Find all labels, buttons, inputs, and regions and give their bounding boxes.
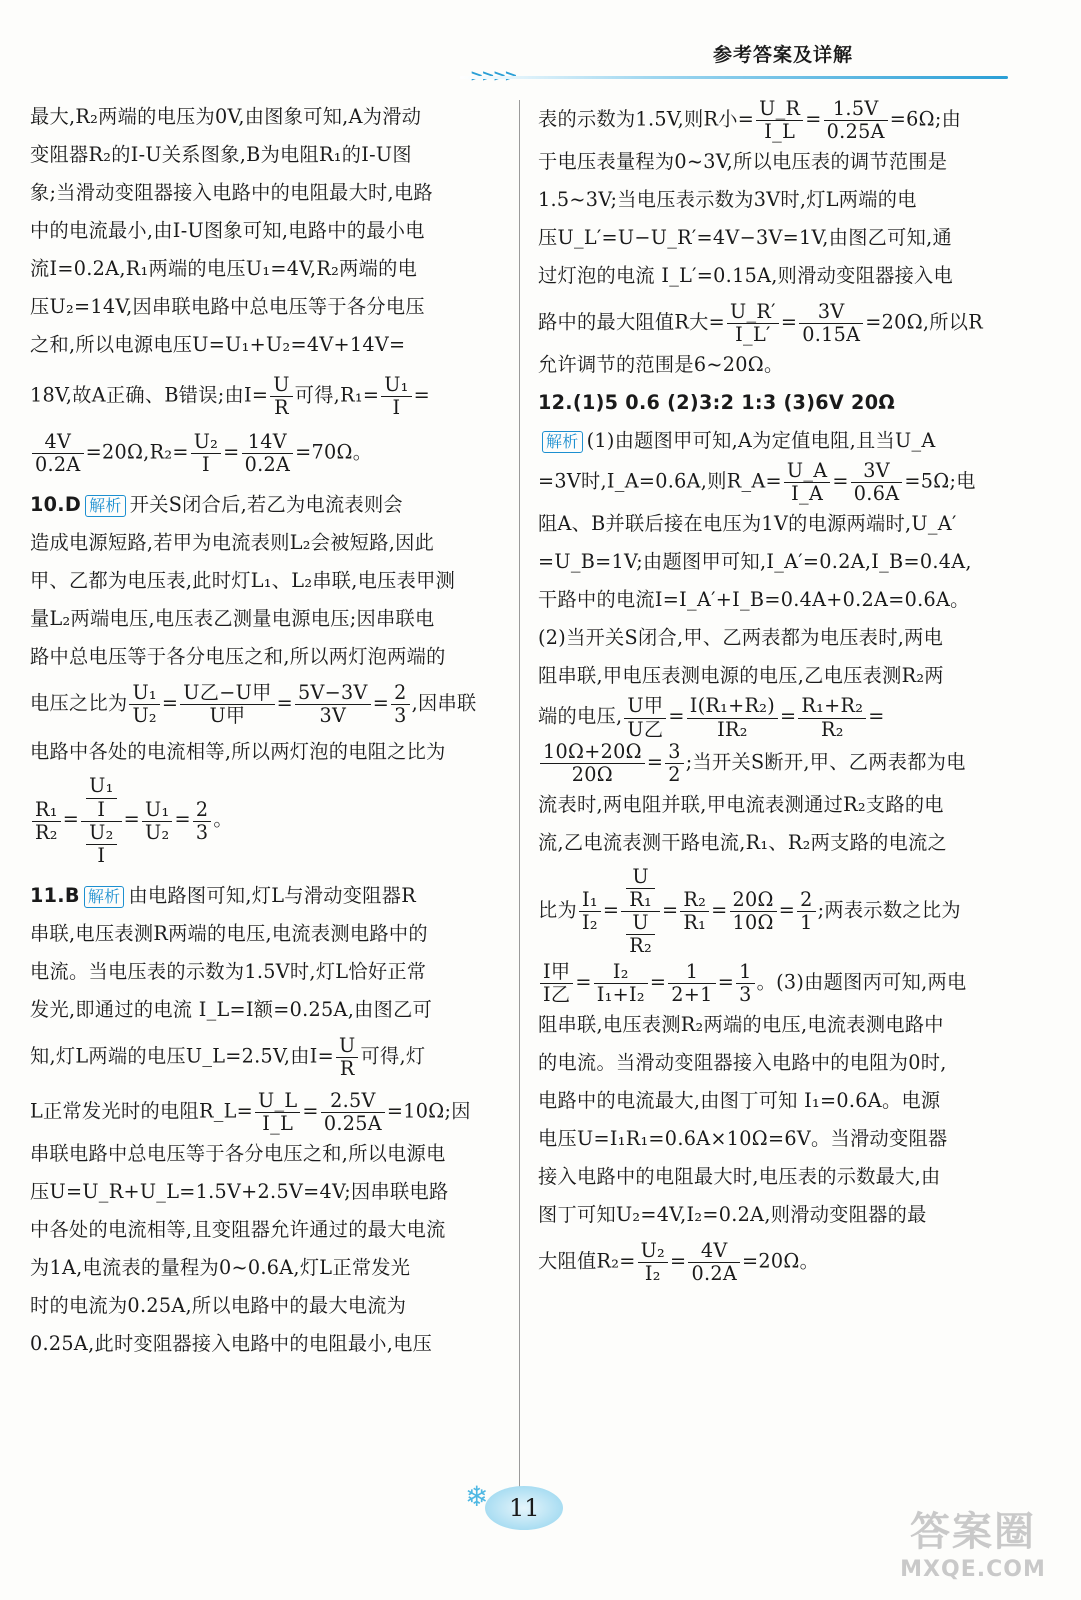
- text-line: 干路中的电流I=I_A′+I_B=0.4A+0.2A=0.6A。: [538, 588, 970, 612]
- text-line: 路中总电压等于各分电压之和,所以两灯泡两端的: [30, 645, 446, 669]
- fraction: $\frac{2.5V}{0.25A}$: [321, 1090, 385, 1135]
- text-span: =: [805, 107, 822, 131]
- left-column: [30, 98, 500, 1363]
- formula-line: [30, 682, 500, 727]
- text-span: 由电路图可知,灯L与滑动变阻器R: [128, 883, 416, 907]
- text-span: =20Ω。: [742, 1249, 820, 1273]
- q12-answer: [538, 384, 1008, 1285]
- text-line: 压U=U_R+U_L=1.5V+2.5V=4V;因串联电路: [30, 1180, 449, 1204]
- text-line: 串联,电压表测R两端的电压,电流表测电路中的: [30, 921, 428, 945]
- formula-line: [538, 866, 1008, 957]
- text-line: (2)当开关S闭合,甲、乙两表都为电压表时,两电: [538, 626, 944, 650]
- formula-line: [538, 98, 1008, 143]
- watermark-site: MXQE.COM: [900, 1557, 1046, 1582]
- text-span: 比为: [538, 898, 577, 922]
- text-line: [30, 877, 500, 915]
- fraction: $\frac{1}{2+1}$: [668, 961, 715, 1006]
- q10-answer: [30, 486, 500, 866]
- text-span: =: [670, 1249, 687, 1273]
- text-line: 1.5~3V;当电压表示数为3V时,灯L两端的电: [538, 188, 917, 212]
- formula-line: [30, 775, 500, 866]
- text-line: 阻串联,电压表测R₂两端的电压,电流表测电路中: [538, 1013, 944, 1037]
- text-line: 中各处的电流相等,且变阻器允许通过的最大电流: [30, 1218, 446, 1242]
- column-divider: [519, 100, 520, 1490]
- text-line: 流表时,两电阻并联,甲电流表测通过R₂支路的电: [538, 792, 944, 816]
- text-line: 中的电流最小,由I-U图象可知,电路中的最小电: [30, 219, 425, 242]
- analysis-tag: 解析: [85, 495, 126, 517]
- text-line: 接入电路中的电阻最大时,电压表的示数最大,由: [538, 1165, 941, 1189]
- fraction: $\frac{\text{R₁}}{\text{R₂}}$: [32, 799, 61, 844]
- text-span: =: [780, 310, 798, 334]
- text-span: 端的电压,: [538, 705, 623, 729]
- fraction: $\frac{2}{1}$: [797, 889, 816, 934]
- text-line: 时的电流为0.25A,所以电路中的最大电流为: [30, 1294, 407, 1318]
- text-span: 可得,灯: [360, 1044, 426, 1068]
- text-line: 允许调节的范围是6~20Ω。: [538, 353, 784, 377]
- text-span: =: [123, 808, 140, 832]
- fraction: $\frac{20\Omega}{10\Omega}$: [730, 889, 777, 934]
- text-span: =: [602, 898, 620, 922]
- text-line: 最大,R₂两端的电压为0V,由图象可知,A为滑动: [30, 105, 422, 128]
- fraction: $\frac{\text{U₂}}{I}$: [191, 431, 221, 476]
- formula-line: [538, 741, 1008, 786]
- text-line: 压U_L′=U−U_R′=4V−3V=1V,由图乙可知,通: [538, 226, 953, 250]
- fraction: $\frac{\text{U₂}}{\text{I₂}}$: [638, 1240, 668, 1285]
- q11-answer: [30, 877, 500, 1363]
- fraction: $\frac{4V}{0.2A}$: [688, 1240, 740, 1285]
- fraction: $\frac{2}{3}$: [391, 682, 410, 727]
- text-line: 于电压表量程为0~3V,所以电压表的调节范围是: [538, 150, 948, 174]
- text-span: ,因串联: [411, 691, 477, 715]
- text-span: 大阻值R₂=: [538, 1249, 636, 1273]
- fraction: $\frac{\text{U₁}}{I}$: [381, 374, 411, 419]
- fraction: $\frac{\text{U乙−U甲}}{\text{U甲}}$: [180, 682, 274, 727]
- fraction: $\frac{14V}{0.2A}$: [242, 431, 294, 476]
- formula-line: [538, 460, 1008, 505]
- text-span: 18V,故A正确、B错误;由I=: [30, 383, 269, 407]
- fraction: $\frac{\text{I甲}}{\text{I乙}}$: [540, 961, 573, 1006]
- analysis-tag: 解析: [84, 886, 125, 908]
- page-header-title: 参考答案及详解: [712, 44, 853, 66]
- formula-line: [30, 431, 500, 476]
- text-span: =: [649, 970, 667, 994]
- text-line: 为1A,电流表的量程为0~0.6A,灯L正常发光: [30, 1256, 411, 1280]
- text-span: 。: [213, 808, 233, 832]
- text-span: =: [646, 750, 664, 774]
- text-span: =: [62, 808, 80, 832]
- text-line: [538, 422, 1008, 460]
- text-line: 发光,即通过的电流 I_L=I额=0.25A,由图乙可: [30, 997, 433, 1021]
- fraction: $\frac{U}{R}$: [270, 374, 292, 419]
- text-span: =: [780, 705, 797, 729]
- text-span: 路中的最大阻值R大=: [538, 310, 726, 334]
- header-rule: [460, 76, 1008, 79]
- formula-line: [30, 1035, 500, 1080]
- text-span: 。(3)由题图丙可知,两电: [756, 970, 967, 994]
- text-span: =: [161, 691, 179, 715]
- text-line: 甲、乙都为电压表,此时灯L₁、L₂串联,电压表甲测: [30, 569, 456, 593]
- formula-line: [538, 1240, 1008, 1285]
- fraction: $\frac{\text{R₂}}{\text{R₁}}$: [680, 889, 709, 934]
- fraction: $\frac{U}{R}$: [336, 1035, 358, 1080]
- text-line: 阻串联,甲电压表测电源的电压,乙电压表测R₂两: [538, 664, 944, 688]
- compound-fraction: $\frac{\frac{\text{U₁}}{I}}{\frac{\text{U₂}}{I}}$: [81, 775, 121, 866]
- text-span: =70Ω。: [295, 440, 373, 464]
- fraction: $\frac{3V}{0.15A}$: [799, 301, 863, 346]
- fraction: $\frac{5V-3V}{3V}$: [295, 682, 371, 727]
- text-line: 串联电路中总电压等于各分电压之和,所以电源电: [30, 1142, 446, 1166]
- text-span: 电压之比为: [30, 691, 128, 715]
- text-line: 过灯泡的电流 I_L′=0.15A,则滑动变阻器接入电: [538, 264, 954, 288]
- page-number-badge: [465, 1482, 575, 1542]
- fraction: $\frac{\text{U₁}}{\text{U₂}}$: [129, 682, 159, 727]
- text-line: 电流。当电压表的示数为1.5V时,灯L恰好正常: [30, 959, 427, 983]
- text-span: =20Ω,R₂=: [85, 440, 189, 464]
- text-span: L正常发光时的电阻R_L=: [30, 1099, 254, 1123]
- text-line: 的电流。当滑动变阻器接入电路中的电阻为0时,: [538, 1051, 947, 1075]
- fraction: $\frac{U\_L}{I\_L}$: [255, 1090, 300, 1135]
- text-line: 电路中各处的电流相等,所以两灯泡的电阻之比为: [30, 740, 446, 764]
- text-line: 电压U=I₁R₁=0.6A×10Ω=6V。当滑动变阻器: [538, 1127, 948, 1151]
- text-span: =: [668, 705, 685, 729]
- text-line: 象;当滑动变阻器接入电路中的电阻最大时,电路: [30, 181, 433, 204]
- fraction: $\frac{\text{I₁}}{\text{I₂}}$: [579, 889, 601, 934]
- text-span: =: [662, 898, 679, 922]
- fraction: $\frac{U\_R}{I\_L}$: [756, 98, 803, 143]
- text-span: ;两表示数之比为: [817, 898, 961, 922]
- text-span: =: [302, 1099, 319, 1123]
- page-number: 11: [509, 1494, 540, 1522]
- text-span: 开关S闭合后,若乙为电流表则会: [129, 493, 403, 517]
- fraction: $\frac{\text{U甲}}{\text{U乙}}$: [624, 695, 666, 740]
- fraction: $\frac{2}{3}$: [193, 799, 212, 844]
- text-span: =: [413, 383, 431, 407]
- text-line: 变阻器R₂的I-U关系图象,B为电阻R₁的I-U图: [30, 143, 412, 166]
- text-span: ;当开关S断开,甲、乙两表都为电: [685, 750, 966, 774]
- q9-continuation: [30, 98, 500, 476]
- analysis-tag: 解析: [542, 431, 583, 453]
- formula-line: [538, 961, 1008, 1006]
- text-span: =: [778, 898, 796, 922]
- text-span: 可得,R₁=: [294, 383, 380, 407]
- text-line: 流I=0.2A,R₁两端的电压U₁=4V,R₂两端的电: [30, 257, 418, 280]
- fraction: $\frac{\text{U₁}}{\text{U₂}}$: [142, 799, 172, 844]
- text-line: 电路中的电流最大,由图丁可知 I₁=0.6A。电源: [538, 1089, 941, 1113]
- right-column: [538, 98, 1008, 1285]
- formula-line: [538, 695, 1008, 740]
- text-span: =10Ω;因: [386, 1099, 471, 1123]
- compound-fraction: $\frac{\frac{U}{\text{R₁}}}{\frac{U}{\text{R₂}}}$: [621, 866, 660, 957]
- formula-line: [30, 1090, 500, 1135]
- text-span: =: [174, 808, 191, 832]
- fraction: $\frac{\text{I(R₁+R₂)}}{\text{IR₂}}$: [687, 695, 778, 740]
- fraction: $\frac{\text{I₂}}{\text{I₁+I₂}}$: [594, 961, 648, 1006]
- formula-line: [30, 374, 500, 419]
- text-line: 图丁可知U₂=4V,I₂=0.2A,则滑动变阻器的最: [538, 1203, 927, 1227]
- text-span: =: [372, 691, 390, 715]
- text-span: =5Ω;电: [904, 469, 976, 493]
- text-span: =: [711, 898, 728, 922]
- fraction: $\frac{3V}{0.6A}$: [851, 460, 903, 505]
- formula-line: [538, 301, 1008, 346]
- question-number: 10.D: [30, 493, 82, 517]
- text-line: 流,乙电流表测干路电流,R₁、R₂两支路的电流之: [538, 830, 948, 854]
- text-line: =U_B=1V;由题图甲可知,I_A′=0.2A,I_B=0.4A,: [538, 550, 972, 574]
- text-line: [30, 486, 500, 524]
- text-line: 量L₂两端电压,电压表乙测量电源电压;因串联电: [30, 607, 435, 631]
- text-span: 知,灯L两端的电压U_L=2.5V,由I=: [30, 1044, 334, 1068]
- text-span: =6Ω;由: [889, 107, 962, 131]
- text-line: 0.25A,此时变阻器接入电路中的电阻最小,电压: [30, 1332, 433, 1356]
- fraction: $\frac{4V}{0.2A}$: [32, 431, 84, 476]
- text-span: =: [223, 440, 240, 464]
- question-number: 11.B: [30, 883, 80, 907]
- watermark-logo: [878, 1500, 1068, 1592]
- fraction: $\frac{\text{R₁+R₂}}{\text{R₂}}$: [798, 695, 866, 740]
- q12-answer-line: 12.(1)5 0.6 (2)3:2 1:3 (3)6V 20Ω: [538, 391, 895, 415]
- text-line: 造成电源短路,若甲为电流表则L₂会被短路,因此: [30, 531, 435, 555]
- text-span: 表的示数为1.5V,则R小=: [538, 107, 755, 131]
- text-span: =: [717, 970, 735, 994]
- text-span: =: [832, 469, 849, 493]
- fraction: $\frac{3}{2}$: [665, 741, 684, 786]
- text-line: 阻A、B并联后接在电压为1V的电源两端时,U_A′: [538, 512, 957, 536]
- watermark-text: 答案圈: [910, 1509, 1036, 1555]
- text-span: =3V时,I_A=0.6A,则R_A=: [538, 469, 782, 493]
- snowflake-icon: ❄: [465, 1480, 489, 1513]
- fraction: $\frac{10\Omega+20\Omega}{20\Omega}$: [540, 741, 645, 786]
- q11-continuation: [538, 98, 1008, 384]
- text-line: 之和,所以电源电压U=U₁+U₂=4V+14V=: [30, 333, 406, 356]
- text-span: (1)由题图甲可知,A为定值电阻,且当U_A: [586, 429, 936, 453]
- text-span: =: [575, 970, 592, 994]
- text-line: 压U₂=14V,因串联电路中总电压等于各分电压: [30, 295, 425, 318]
- fraction: $\frac{1.5V}{0.25A}$: [824, 98, 888, 143]
- fraction: $\frac{U\_R'}{I\_L'}$: [727, 301, 779, 346]
- text-span: =: [276, 691, 293, 715]
- text-span: =20Ω,所以R: [865, 310, 984, 334]
- fraction: $\frac{1}{3}$: [736, 961, 755, 1006]
- text-span: =: [868, 705, 885, 729]
- fraction: $\frac{U\_A}{I\_A}$: [784, 460, 831, 505]
